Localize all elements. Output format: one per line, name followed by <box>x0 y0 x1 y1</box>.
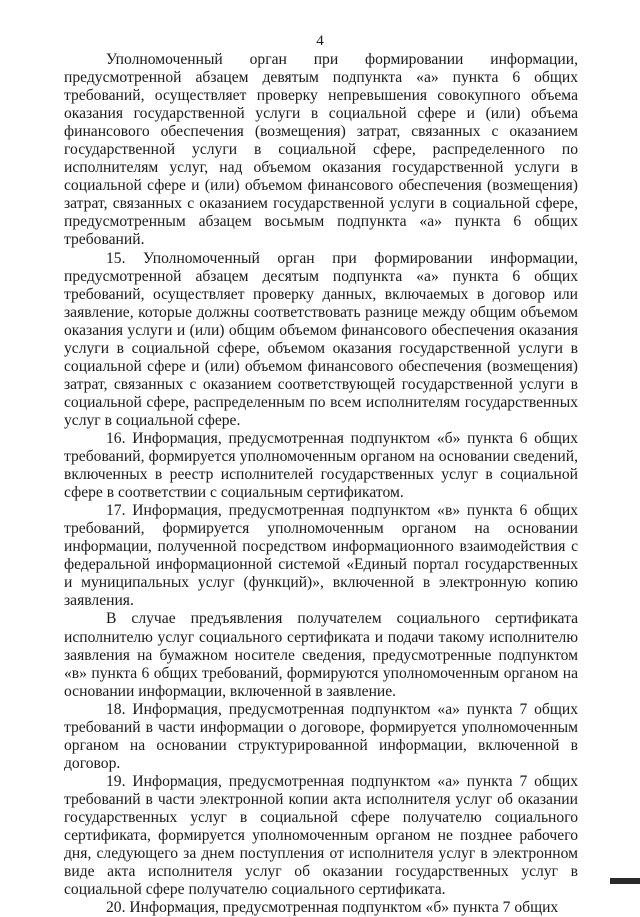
paragraph-17: 17. Информация, предусмотренная подпунктом «в» пункта 6 общих требований, формируется уполномоченным органом на основании информации, полученной посредством информационного взаимодействия с федеральной информационной системой «Единый портал государственных и муниципальных услуг (функций)», включенной в электронную копию заявления. <box>64 502 578 610</box>
scan-edge-mark <box>610 878 640 884</box>
page-number: 4 <box>316 33 324 49</box>
paragraph-17-paper-submission: В случае предъявления получателем социального сертификата исполнителю услуг социального сертификата и подачи такому исполнителю заявления на бумажном носителе сведения, предусмотренные подпунктом «в» пункта 6 общих требований, формируются уполномоченным органом на основании информации, включенной в заявление. <box>64 610 578 700</box>
paragraph-15: 15. Уполномоченный орган при формировании информации, предусмотренной абзацем десятым подпункта «а» пункта 6 общих требований, осуществляет проверку данных, включаемых в договор или заявление, которые должны соответствовать разнице между общим объемом оказания услуги и (или) общим объемом финансового обеспечения оказания услуги в социальной сфере, объемом оказания государственной услуги в социальной сфере и (или) объемом финансового обеспечения (возмещения) затрат, связанных с оказанием соответствующей государственной услуги в социальной сфере, распределенным по всем исполнителям государственных услуг в социальной сфере. <box>64 249 578 429</box>
paragraph-18: 18. Информация, предусмотренная подпунктом «а» пункта 7 общих требований в части информации о договоре, формируется уполномоченным органом на основании структурированной информации, включенной в договор. <box>64 700 578 772</box>
paragraph-16: 16. Информация, предусмотренная подпунктом «б» пункта 6 общих требований, формируется уполномоченным органом на основании сведений, включенных в реестр исполнителей государственных услуг в социальной сфере в соответствии с социальным сертификатом. <box>64 429 578 502</box>
paragraph-19: 19. Информация, предусмотренная подпунктом «а» пункта 7 общих требований в части электронной копии акта исполнителя услуг об оказании государственных услуг в социальной сфере получателю социального сертификата, формируется уполномоченным органом не позднее рабочего дня, следующего за днем поступления от исполнителя услуг в электронном виде акта исполнителя услуг об оказании государственных услуг в социальной сфере получателю социального сертификата. <box>64 772 578 899</box>
paragraph-14-continuation: Уполномоченный орган при формировании информации, предусмотренной абзацем девятым подпункта «а» пункта 6 общих требований, осуществляет проверку непревышения совокупного объема оказания государственной услуги в социальной сфере и (или) объема финансового обеспечения (возмещения) затрат, связанных с оказанием государственной услуги в социальной сфере, распределенного по исполнителям услуг, над объемом оказания государственной услуги в социальной сфере и (или) объемом финансового обеспечения (возмещения) затрат, связанных с оказанием государственной услуги в социальной сфере, предусмотренным абзацем восьмым подпункта «а» пункта 6 общих требований. <box>64 51 578 249</box>
document-body <box>64 51 578 917</box>
paragraph-20-start: 20. Информация, предусмотренная подпунктом «б» пункта 7 общих <box>106 899 559 917</box>
